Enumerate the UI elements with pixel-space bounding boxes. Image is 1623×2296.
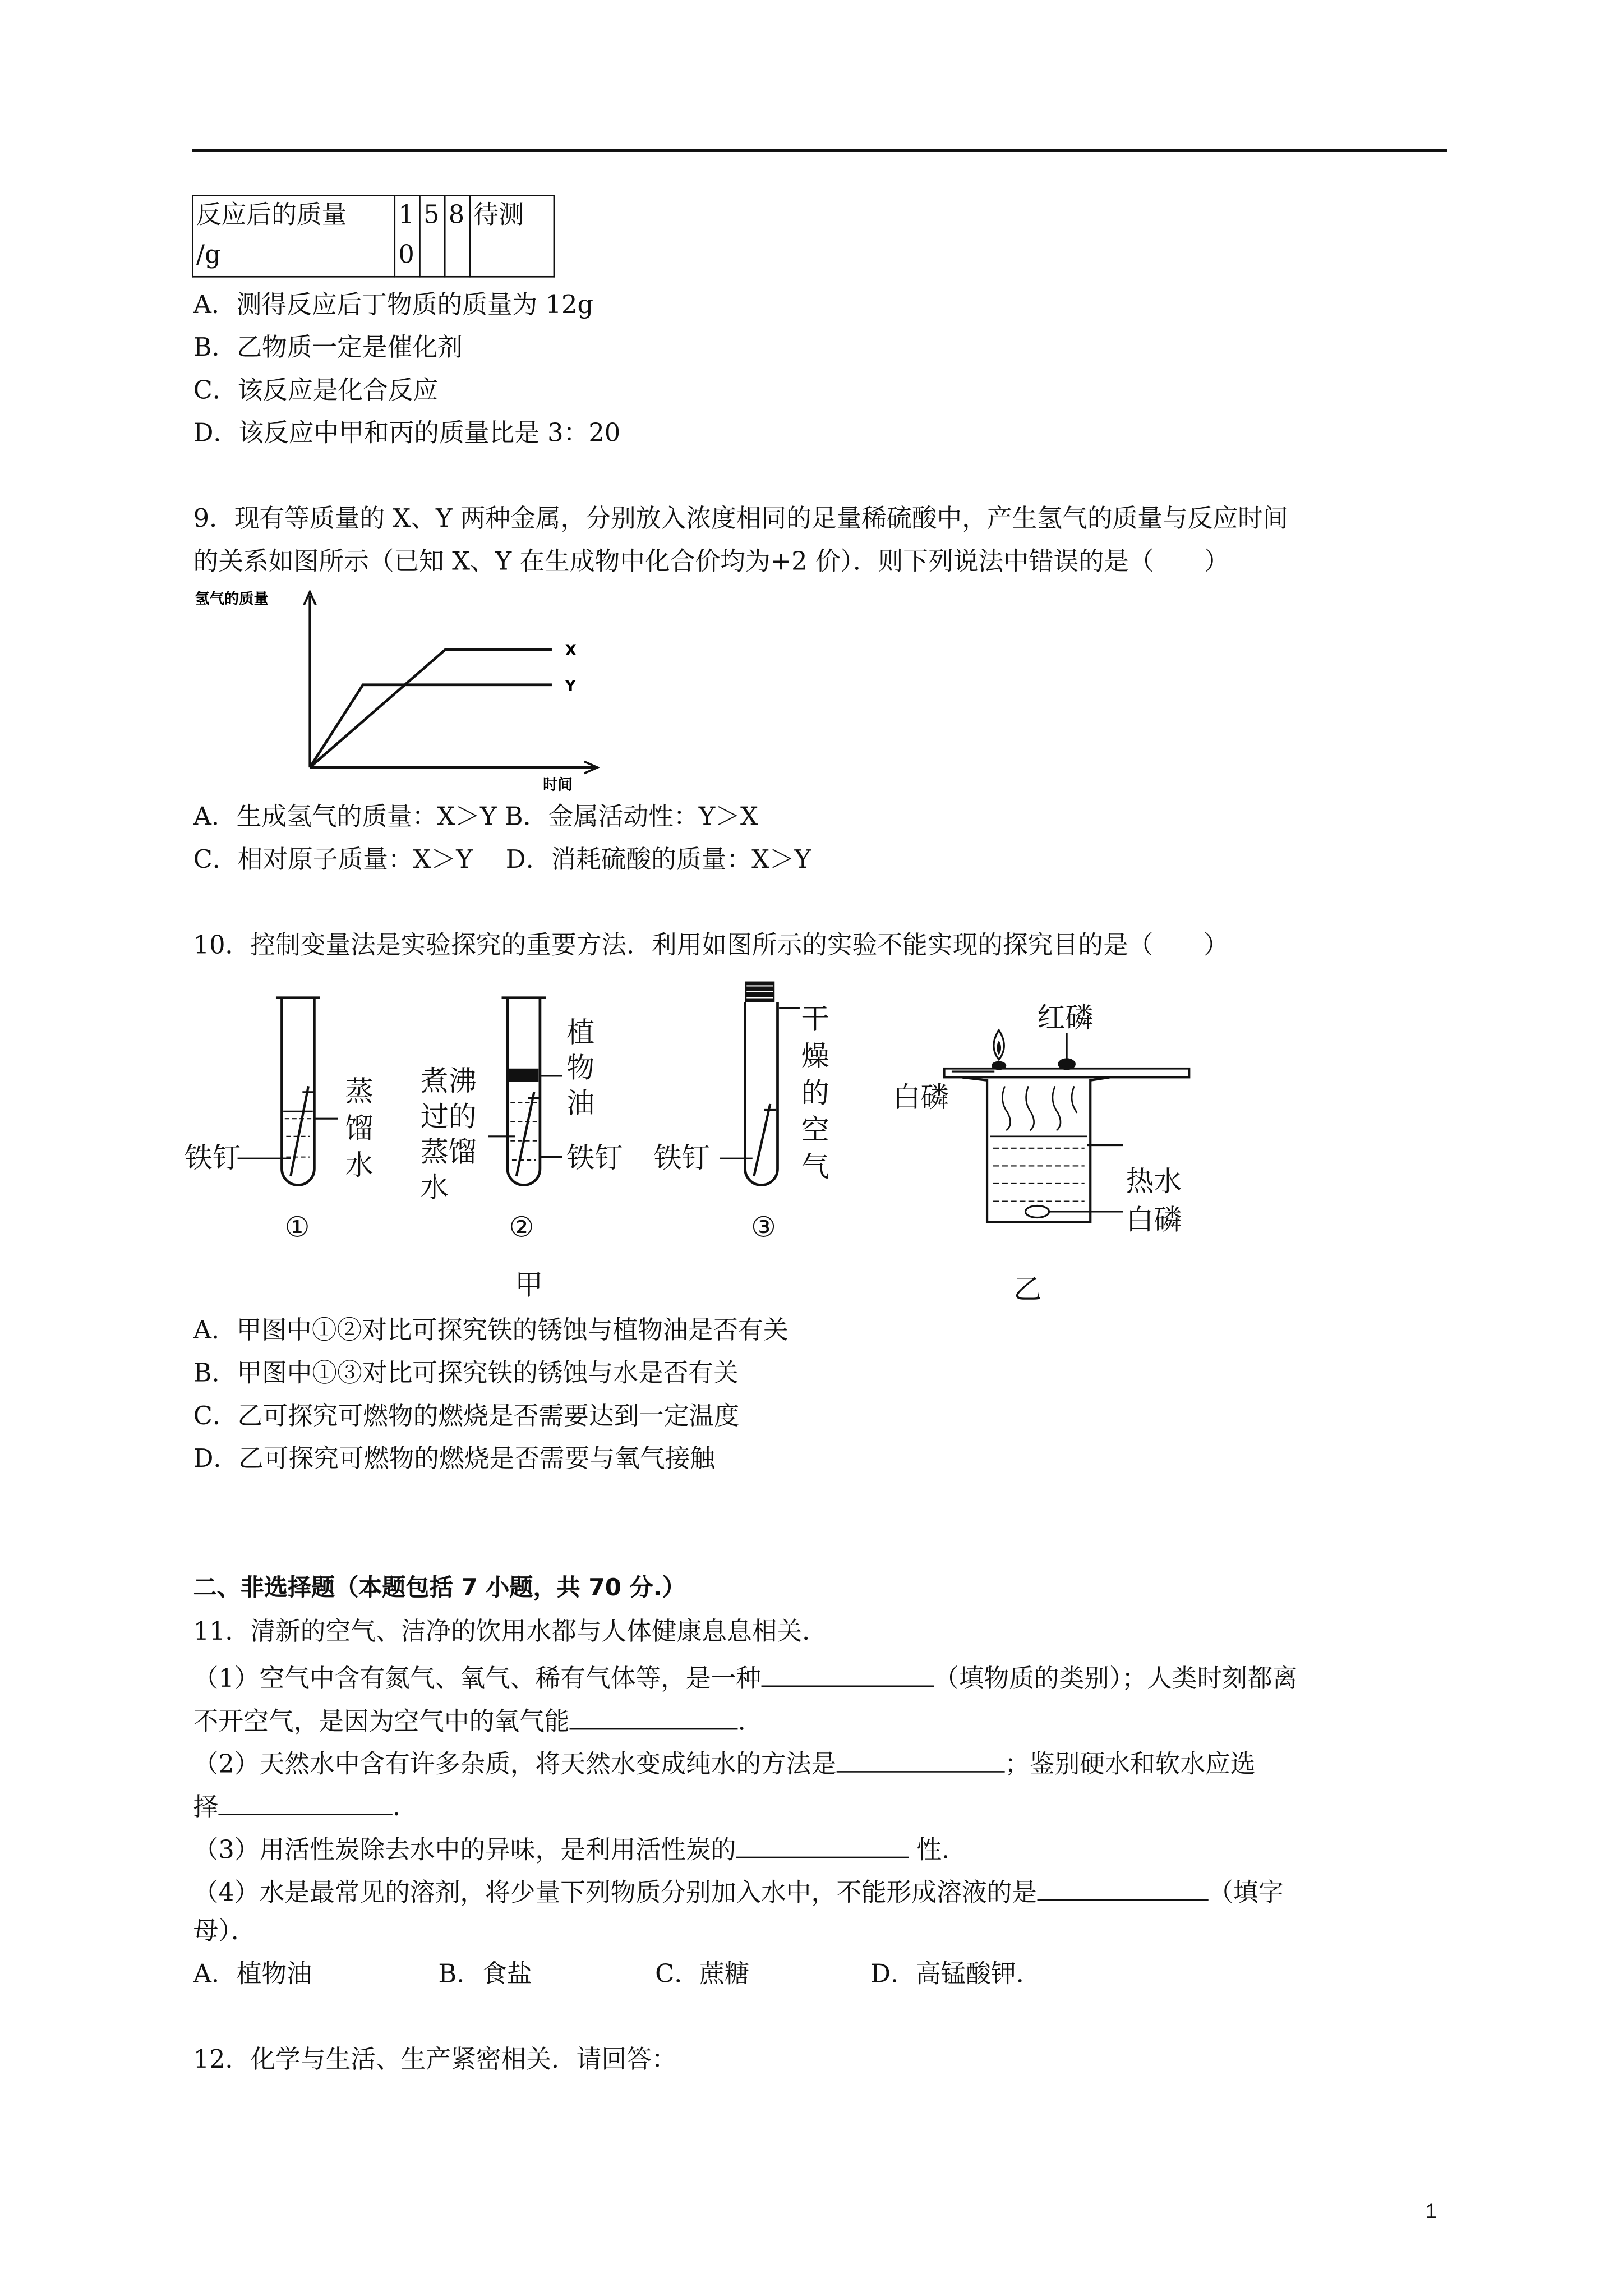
label-t1-water-3: 水 xyxy=(345,1149,374,1182)
q8-option-c: C．该反应是化合反应 xyxy=(193,376,439,406)
page-number: 1 xyxy=(1425,2199,1437,2223)
label-t2-boiled-3: 蒸馏 xyxy=(420,1135,477,1168)
label-t2-boiled-2: 过的 xyxy=(420,1100,477,1133)
q11-part2-line2: 择 . xyxy=(193,1789,400,1823)
q11-part2-line1: （2）天然水中含有许多杂质，将天然水变成纯水的方法是 ；鉴别硬水和软水应选 xyxy=(193,1746,1256,1780)
q11-part4-line2: 母）． xyxy=(193,1917,256,1947)
label-t1-nail: 铁钉 xyxy=(184,1142,241,1175)
q10-option-b: B．甲图中①③对比可探究铁的锈蚀与水是否有关 xyxy=(193,1359,739,1389)
series-y-label: Y xyxy=(565,678,576,695)
table-row xyxy=(192,196,554,277)
label-yi: 乙 xyxy=(1013,1273,1042,1306)
answer-blank[interactable] xyxy=(570,1703,738,1729)
cell-value: 8 xyxy=(445,196,470,277)
answer-blank[interactable] xyxy=(761,1660,934,1687)
answer-blank[interactable] xyxy=(736,1832,909,1858)
cell-value: 1 0 xyxy=(395,196,420,277)
series-x-label: X xyxy=(565,642,577,660)
q9-stem-line2: 的关系如图所示（已知 X、Y 在生成物中化合价均为+2 价）．则下列说法中错误的是（ ） xyxy=(193,547,1229,577)
combustion-beaker xyxy=(893,1001,1189,1236)
label-t3-air-5: 气 xyxy=(801,1150,829,1183)
label-jia: 甲 xyxy=(515,1268,543,1301)
q10-option-d: D．乙可探究可燃物的燃烧是否需要与氧气接触 xyxy=(193,1444,716,1475)
answer-blank[interactable] xyxy=(836,1746,1004,1772)
label-white-phosphorus-bottom: 白磷 xyxy=(1126,1203,1182,1236)
q11-part1-line2: 不开空气，是因为空气中的氧气能 . xyxy=(193,1703,746,1737)
q11-part1-line1: （1）空气中含有氮气、氧气、稀有气体等，是一种 （填物质的类别）；人类时刻都离 xyxy=(193,1660,1298,1695)
label-t2-boiled-4: 水 xyxy=(420,1171,449,1204)
label-t1-number: ① xyxy=(284,1211,310,1244)
q10-stem: 10．控制变量法是实验探究的重要方法．利用如图所示的实验不能实现的探究目的是（ ） xyxy=(193,931,1229,961)
chart-ylabel: 氢气的质量 xyxy=(195,591,269,608)
label-t1-water-1: 蒸 xyxy=(345,1075,374,1108)
q9-options-cd: C．相对原子质量：X＞Y D．消耗硫酸的质量：X＞Y xyxy=(193,845,811,876)
label-t3-number: ③ xyxy=(751,1211,776,1244)
q9-stem-line1: 9．现有等质量的 X、Y 两种金属，分别放入浓度相同的足量稀硫酸中，产生氢气的质量与反应时间 xyxy=(193,504,1288,535)
label-t2-boiled-1: 煮沸 xyxy=(420,1065,477,1098)
q8-option-d: D．该反应中甲和丙的质量比是 3：20 xyxy=(193,419,621,449)
series-y-line xyxy=(310,685,551,767)
q10-experiment-figure xyxy=(185,974,1218,1313)
cell-value: 5 xyxy=(419,196,445,277)
label-t3-air-3: 的 xyxy=(801,1076,829,1110)
answer-blank[interactable] xyxy=(218,1789,392,1815)
label-t3-nail: 铁钉 xyxy=(653,1142,710,1175)
label-t3-air-4: 空 xyxy=(801,1114,829,1147)
label-t3-air-2: 燥 xyxy=(801,1039,829,1073)
row-label: 反应后的质量 /g xyxy=(192,196,394,277)
label-t2-number: ② xyxy=(509,1211,534,1244)
tube-3-dry-air xyxy=(653,982,829,1244)
series-x-line xyxy=(310,650,551,767)
label-t2-oil-3: 油 xyxy=(566,1087,595,1120)
label-t2-oil-2: 物 xyxy=(566,1051,595,1084)
cell-value: 待测 xyxy=(470,196,554,277)
q11-option-c: C．蔗糖 xyxy=(655,1959,750,1990)
tube-2-boiled-water-oil xyxy=(421,997,623,1243)
header-rule xyxy=(192,149,1447,152)
answer-blank[interactable] xyxy=(1037,1874,1208,1901)
label-t2-nail: 铁钉 xyxy=(566,1142,623,1175)
label-t1-water-2: 馏 xyxy=(345,1112,374,1145)
chart-xlabel: 时间 xyxy=(543,776,573,794)
tube-1-distilled-water xyxy=(185,997,374,1243)
q11-option-d: D．高锰酸钾． xyxy=(870,1959,1041,1990)
q8-option-b: B．乙物质一定是催化剂 xyxy=(193,333,463,364)
q12-stem: 12．化学与生活、生产紧密相关．请回答： xyxy=(193,2045,677,2076)
label-red-phosphorus: 红磷 xyxy=(1037,1001,1094,1034)
q10-option-a: A．甲图中①②对比可探究铁的锈蚀与植物油是否有关 xyxy=(193,1316,789,1346)
q10-option-c: C．乙可探究可燃物的燃烧是否需要达到一定温度 xyxy=(193,1402,740,1432)
label-t2-oil-1: 植 xyxy=(566,1016,595,1049)
mass-table xyxy=(192,195,555,277)
q9-options-ab: A．生成氢气的质量：X＞Y B．金属活动性：Y＞X xyxy=(193,803,758,832)
label-hot-water: 热水 xyxy=(1126,1165,1182,1198)
q11-stem: 11．清新的空气、洁净的饮用水都与人体健康息息相关． xyxy=(193,1617,827,1648)
q11-option-a: A．植物油 xyxy=(193,1959,312,1990)
label-white-phosphorus-top: 白磷 xyxy=(892,1081,949,1114)
q11-option-b: B．食盐 xyxy=(438,1959,532,1990)
section-2-heading: 二、非选择题（本题包括 7 小题，共 70 分.） xyxy=(193,1573,686,1602)
label-t3-air-1: 干 xyxy=(801,1002,829,1036)
q11-part3: （3）用活性炭除去水中的异味，是利用活性炭的 性． xyxy=(193,1832,967,1866)
q8-option-a: A．测得反应后丁物质的质量为 12g xyxy=(193,291,594,320)
q11-part4-line1: （4）水是最常见的溶剂，将少量下列物质分别加入水中，不能形成溶液的是 （填字 xyxy=(193,1874,1284,1908)
q9-hydrogen-chart xyxy=(189,585,617,794)
